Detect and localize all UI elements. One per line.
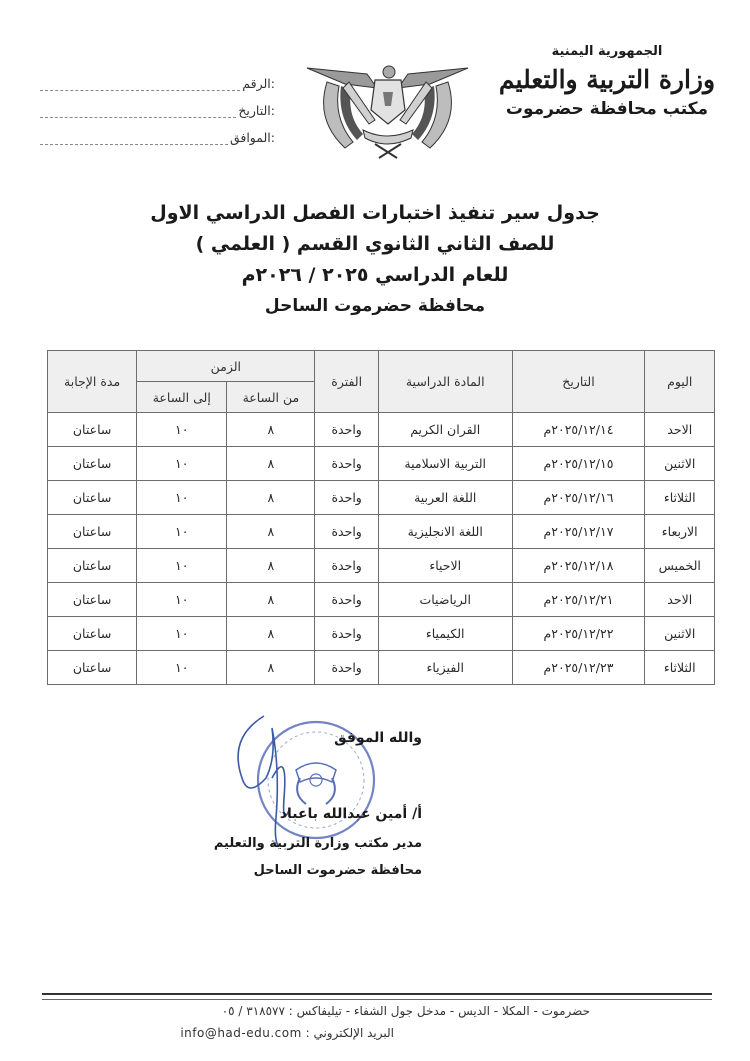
table-row — [48, 549, 715, 583]
cell-to: ١٠ — [137, 515, 227, 549]
cell-period: واحدة — [315, 481, 378, 515]
cell-subject: اللغة العربية — [378, 481, 512, 515]
table-row — [48, 583, 715, 617]
cell-subject: القران الكريم — [378, 413, 512, 447]
cell-subject: الرياضيات — [378, 583, 512, 617]
cell-day: الخميس — [645, 549, 715, 583]
table-header-row — [48, 351, 715, 382]
reference-number-label: الرقم: — [242, 76, 275, 91]
cell-date: ٢٠٢٥/١٢/١٤م — [512, 413, 645, 447]
cell-period: واحدة — [315, 583, 378, 617]
cell-duration: ساعتان — [48, 549, 137, 583]
date-line — [40, 107, 236, 118]
title-line-1: جدول سير تنفيذ اختبارات الفصل الدراسي الاول — [150, 202, 600, 224]
cell-from: ٨ — [227, 549, 315, 583]
header-date: التاريخ — [512, 351, 645, 413]
cell-from: ٨ — [227, 413, 315, 447]
footer-address: حضرموت - المكلا - الديس - مدخل جول الشفاء - تيليفاكس : ٣١٨٥٧٧ / ٠٥ — [221, 1004, 590, 1018]
footer-email-link[interactable]: info@had-edu.com — [180, 1026, 302, 1040]
header-duration: مدة الإجابة — [48, 351, 137, 413]
closing-phrase: والله الموفق — [334, 730, 422, 746]
cell-to: ١٠ — [137, 617, 227, 651]
header-period: الفترة — [315, 351, 378, 413]
footer-email-label: البريد الإلكتروني : — [305, 1026, 394, 1040]
cell-subject: اللغة الانجليزية — [378, 515, 512, 549]
cell-period: واحدة — [315, 617, 378, 651]
signer-name: أ/ أمين عبدالله باعباد — [279, 806, 422, 822]
cell-from: ٨ — [227, 481, 315, 515]
date-field — [40, 91, 275, 118]
table-row — [48, 515, 715, 549]
cell-period: واحدة — [315, 413, 378, 447]
table-row — [48, 481, 715, 515]
cell-subject: التربية الاسلامية — [378, 447, 512, 481]
cell-to: ١٠ — [137, 481, 227, 515]
footer-divider — [42, 993, 712, 995]
table-row — [48, 617, 715, 651]
reference-number-line — [40, 80, 240, 91]
cell-period: واحدة — [315, 549, 378, 583]
cell-to: ١٠ — [137, 583, 227, 617]
cell-duration: ساعتان — [48, 413, 137, 447]
cell-day: الاثنين — [645, 447, 715, 481]
cell-from: ٨ — [227, 447, 315, 481]
reference-fields — [40, 64, 275, 145]
footer-divider-thin — [42, 999, 712, 1000]
reference-number-field — [40, 64, 275, 91]
document-titles — [0, 198, 750, 322]
yemen-eagle-emblem-icon — [305, 60, 470, 160]
signer-office: محافظة حضرموت الساحل — [253, 863, 422, 878]
cell-to: ١٠ — [137, 651, 227, 685]
cell-day: الاربعاء — [645, 515, 715, 549]
cell-from: ٨ — [227, 617, 315, 651]
title-line-3: للعام الدراسي ٢٠٢٥ / ٢٠٢٦م — [241, 264, 509, 286]
cell-from: ٨ — [227, 651, 315, 685]
footer-email-row — [180, 1026, 394, 1040]
cell-to: ١٠ — [137, 549, 227, 583]
cell-duration: ساعتان — [48, 447, 137, 481]
header-to: إلى الساعة — [137, 382, 227, 413]
cell-date: ٢٠٢٥/١٢/٢١م — [512, 583, 645, 617]
cell-subject: الاحياء — [378, 549, 512, 583]
title-line-4: محافظة حضرموت الساحل — [264, 296, 486, 316]
cell-from: ٨ — [227, 583, 315, 617]
header-day: اليوم — [645, 351, 715, 413]
cell-day: الاحد — [645, 413, 715, 447]
corresponding-date-line — [40, 134, 228, 145]
table-body — [48, 413, 715, 685]
header-from: من الساعة — [227, 382, 315, 413]
corresponding-date-field — [40, 118, 275, 145]
letterhead — [492, 40, 722, 119]
government-name: الجمهورية اليمنية — [551, 44, 663, 59]
cell-duration: ساعتان — [48, 617, 137, 651]
cell-duration: ساعتان — [48, 583, 137, 617]
cell-duration: ساعتان — [48, 651, 137, 685]
exam-schedule-table — [47, 350, 715, 685]
table-row — [48, 447, 715, 481]
cell-period: واحدة — [315, 447, 378, 481]
office-name: مكتب محافظة حضرموت — [505, 99, 709, 119]
cell-to: ١٠ — [137, 413, 227, 447]
cell-duration: ساعتان — [48, 481, 137, 515]
cell-date: ٢٠٢٥/١٢/٢٣م — [512, 651, 645, 685]
cell-date: ٢٠٢٥/١٢/١٧م — [512, 515, 645, 549]
cell-to: ١٠ — [137, 447, 227, 481]
signature-block — [214, 806, 422, 878]
date-label: التاريخ: — [238, 103, 275, 118]
cell-day: الاثنين — [645, 617, 715, 651]
cell-date: ٢٠٢٥/١٢/٢٢م — [512, 617, 645, 651]
table-row — [48, 651, 715, 685]
table-row — [48, 413, 715, 447]
cell-subject: الفيزياء — [378, 651, 512, 685]
title-line-2: للصف الثاني الثانوي القسم ( العلمي ) — [195, 233, 555, 255]
corresponding-date-label: الموافق: — [229, 130, 275, 145]
cell-from: ٨ — [227, 515, 315, 549]
header-subject: المادة الدراسية — [378, 351, 512, 413]
cell-day: الثلاثاء — [645, 651, 715, 685]
cell-date: ٢٠٢٥/١٢/١٥م — [512, 447, 645, 481]
cell-period: واحدة — [315, 515, 378, 549]
cell-day: الثلاثاء — [645, 481, 715, 515]
header-time: الزمن — [137, 351, 315, 382]
cell-period: واحدة — [315, 651, 378, 685]
cell-date: ٢٠٢٥/١٢/١٦م — [512, 481, 645, 515]
cell-day: الاحد — [645, 583, 715, 617]
ministry-name: وزارة التربية والتعليم — [498, 65, 716, 94]
cell-duration: ساعتان — [48, 515, 137, 549]
cell-date: ٢٠٢٥/١٢/١٨م — [512, 549, 645, 583]
signer-title: مدير مكتب وزارة التربية والتعليم — [213, 836, 422, 851]
cell-subject: الكيمياء — [378, 617, 512, 651]
